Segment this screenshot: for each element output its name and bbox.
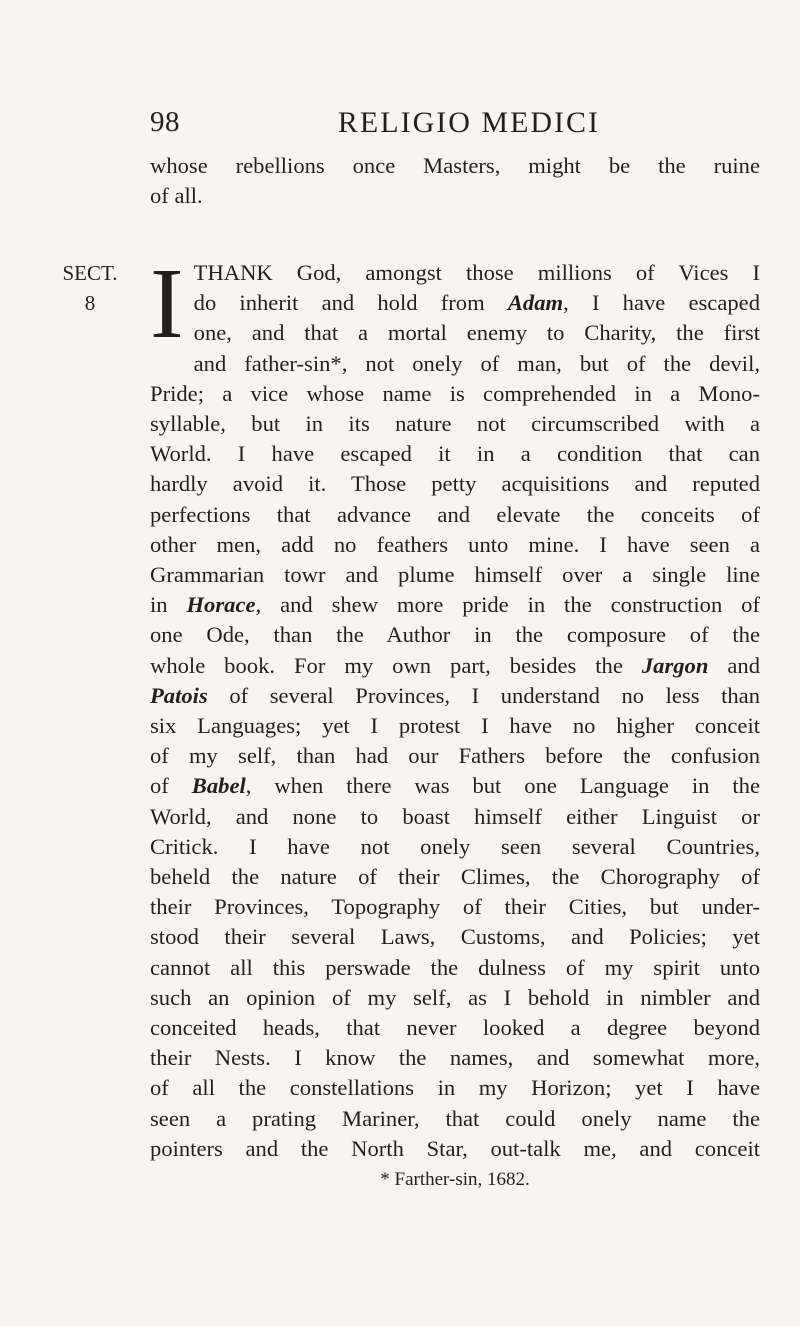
page-header xyxy=(150,106,760,146)
text-line: THANK God, amongst those millions of Vices I xyxy=(193,260,760,285)
text-line: of all. xyxy=(150,183,203,209)
section-body xyxy=(150,247,760,1164)
text-line: stood their several Laws, Customs, and Policies; yet xyxy=(150,924,760,950)
text-line: do inherit and hold from Adam, I have escaped xyxy=(193,290,760,316)
text-line: World. I have escaped it in a condition that can xyxy=(150,441,760,467)
text-line: perfections that advance and elevate the conceits of xyxy=(150,501,760,527)
text-line: syllable, but in its nature not circumscribed with a xyxy=(150,411,760,437)
text-line: of my self, than had our Fathers before the confusion xyxy=(150,743,760,769)
text-line: seen a prating Mariner, that could onely name the xyxy=(150,1105,760,1131)
text-line: cannot all this perswade the dulness of my spirit unto xyxy=(150,954,760,980)
section-label: SECT. xyxy=(62,261,118,285)
text-line: such an opinion of my self, as I behold in nimbler and xyxy=(150,984,760,1010)
body-lines xyxy=(150,349,760,1164)
text-line: conceited heads, that never looked a degree beyond xyxy=(150,1015,760,1041)
text-line: in Horace, and shew more pride in the construction of xyxy=(150,592,760,618)
running-title: RELIGIO MEDICI xyxy=(337,106,601,139)
text-line: their Provinces, Topography of their Cities, but under- xyxy=(150,894,760,920)
text-line: pointers and the North Star, out-talk me, and conceit xyxy=(150,1135,760,1161)
text-line: Pride; a vice whose name is comprehended in a Mono- xyxy=(150,380,760,406)
text-line: of Babel, when there was but one Language in the xyxy=(150,773,760,799)
text-line: six Languages; yet I protest I have no higher conceit xyxy=(150,713,760,739)
opening-text xyxy=(150,151,760,211)
text-line: and father-sin*, not onely of man, but of the devil, xyxy=(193,350,760,376)
text-line: Grammarian towr and plume himself over a single line xyxy=(150,562,760,588)
text-line: hardly avoid it. Those petty acquisitions and reputed xyxy=(150,471,760,497)
section-number: 8 xyxy=(84,291,96,315)
text-line: one Ode, than the Author in the composure of the xyxy=(150,622,760,648)
drop-cap: I xyxy=(150,247,184,359)
footnote: * Farther-sin, 1682. xyxy=(380,1169,530,1190)
text-line: beheld the nature of their Climes, the Chorography of xyxy=(150,864,760,890)
text-line: one, and that a mortal enemy to Charity, the first xyxy=(193,320,760,346)
text-line: other men, add no feathers unto mine. I have seen a xyxy=(150,531,760,557)
text-line: whose rebellions once Masters, might be the ruine xyxy=(150,153,760,178)
text-line: whole book. For my own part, besides the Jargon and xyxy=(150,652,760,678)
text-line: World, and none to boast himself either Linguist or xyxy=(150,803,760,829)
text-line: their Nests. I know the names, and somewhat more, xyxy=(150,1045,760,1071)
text-line: Patois of several Provinces, I understand no less than xyxy=(150,682,760,708)
text-line: of all the constellations in my Horizon; yet I have xyxy=(150,1075,760,1101)
page-number: 98 xyxy=(150,106,180,138)
text-line: Critick. I have not onely seen several Countries, xyxy=(150,833,760,859)
section-marker xyxy=(55,258,125,318)
